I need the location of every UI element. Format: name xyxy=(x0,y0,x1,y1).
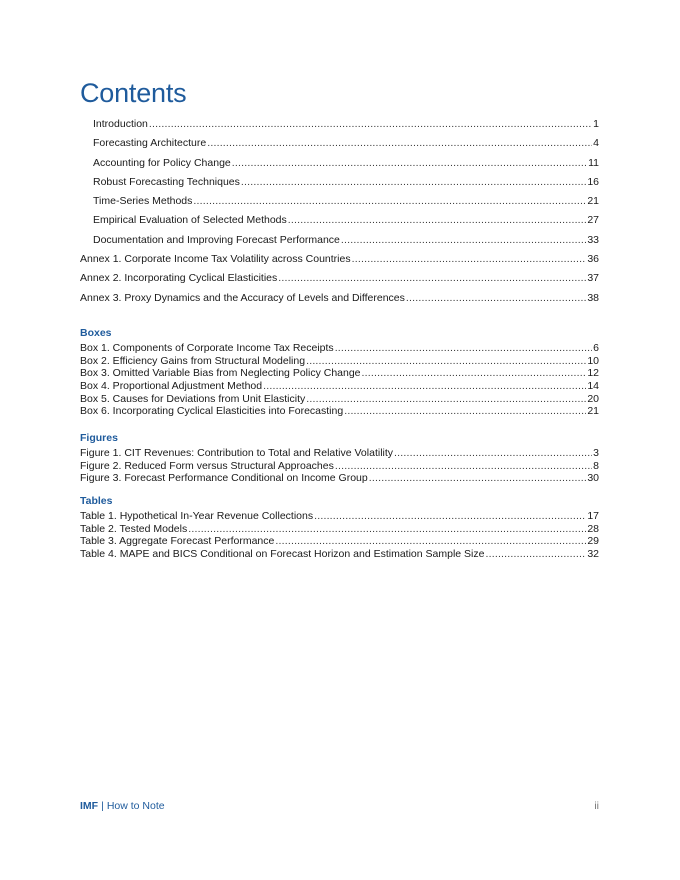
tables-section xyxy=(80,495,599,561)
toc-entry-annex-1[interactable] xyxy=(80,253,599,272)
list-item[interactable] xyxy=(80,380,599,393)
figures-heading: Figures xyxy=(80,432,118,444)
dot-leader xyxy=(278,272,586,285)
imf-logo: IMF xyxy=(80,800,99,812)
toc-entry-page: 4 xyxy=(593,137,599,150)
toc-entry-label: Introduction xyxy=(93,118,148,130)
list-item-label: Table 1. Hypothetical In-Year Revenue Collections xyxy=(80,510,314,522)
dot-leader xyxy=(335,342,592,355)
toc-entry-introduction[interactable] xyxy=(80,118,599,137)
toc-entry-label: Annex 1. Corporate Income Tax Volatility across Countries xyxy=(80,253,351,266)
list-item-label: Box 3. Omitted Variable Bias from Neglecting Policy Change xyxy=(80,367,361,380)
dot-leader xyxy=(485,548,586,561)
footer-doc-type: How to Note xyxy=(106,800,165,812)
footer-brand xyxy=(80,800,165,812)
boxes-section xyxy=(80,327,599,418)
dot-leader xyxy=(362,367,587,380)
list-item-page: 17 xyxy=(587,510,599,522)
footer-page-number: ii xyxy=(594,800,599,812)
dot-leader xyxy=(335,460,592,473)
list-item-label: Table 4. MAPE and BICS Conditional on Forecast Horizon and Estimation Sample Size xyxy=(80,548,485,561)
dot-leader xyxy=(314,510,586,523)
dot-leader xyxy=(193,195,586,208)
dot-leader xyxy=(232,157,587,170)
list-item-label: Table 2. Tested Models xyxy=(80,522,188,535)
list-item[interactable] xyxy=(80,367,599,380)
toc-entry-page: 1 xyxy=(593,118,599,130)
list-item-page: 30 xyxy=(587,472,599,485)
toc-entry-empirical-evaluation[interactable] xyxy=(80,214,599,233)
dot-leader xyxy=(406,292,586,305)
list-item[interactable] xyxy=(80,523,599,536)
toc-entry-page: 21 xyxy=(587,195,599,208)
list-item-page: 21 xyxy=(587,405,599,418)
page-title: Contents xyxy=(80,78,187,108)
list-item-page: 12 xyxy=(587,367,599,380)
dot-leader xyxy=(306,355,586,368)
toc-entry-forecasting-architecture[interactable] xyxy=(80,137,599,156)
list-item-label: Box 5. Causes for Deviations from Unit Elasticity xyxy=(80,392,306,405)
list-item[interactable] xyxy=(80,472,599,485)
dot-leader xyxy=(344,405,586,418)
toc-entry-label: Robust Forecasting Techniques xyxy=(93,175,240,188)
dot-leader xyxy=(394,447,592,460)
dot-leader xyxy=(263,380,586,393)
list-item[interactable] xyxy=(80,405,599,418)
list-item[interactable] xyxy=(80,342,599,355)
toc-entry-robust-techniques[interactable] xyxy=(80,176,599,195)
list-item-label: Box 2. Efficiency Gains from Structural Modeling xyxy=(80,354,306,367)
page-footer xyxy=(80,800,599,812)
list-item-label: Box 6. Incorporating Cyclical Elasticities into Forecasting xyxy=(80,405,344,418)
list-item-page: 32 xyxy=(587,548,599,561)
list-item[interactable] xyxy=(80,510,599,523)
dot-leader xyxy=(241,176,586,189)
toc-entry-page: 37 xyxy=(587,272,599,285)
tables-heading: Tables xyxy=(80,495,113,507)
list-item-page: 3 xyxy=(593,447,599,459)
footer-separator: | xyxy=(101,800,104,812)
main-toc xyxy=(80,118,599,311)
toc-entry-time-series[interactable] xyxy=(80,195,599,214)
list-item[interactable] xyxy=(80,460,599,473)
boxes-heading: Boxes xyxy=(80,327,112,339)
dot-leader xyxy=(149,118,592,131)
list-item-label: Box 1. Components of Corporate Income Tax Receipts xyxy=(80,342,334,354)
toc-entry-annex-2[interactable] xyxy=(80,272,599,291)
list-item-label: Figure 2. Reduced Form versus Structural Approaches xyxy=(80,459,334,472)
list-item[interactable] xyxy=(80,535,599,548)
toc-entry-page: 11 xyxy=(588,156,599,169)
toc-entry-label: Accounting for Policy Change xyxy=(93,156,231,169)
list-item-page: 28 xyxy=(587,522,599,535)
dot-leader xyxy=(306,393,586,406)
toc-entry-page: 38 xyxy=(587,291,599,304)
list-item[interactable] xyxy=(80,355,599,368)
toc-entry-label: Annex 2. Incorporating Cyclical Elasticities xyxy=(80,272,278,285)
list-item-page: 10 xyxy=(587,354,599,367)
dot-leader xyxy=(369,472,587,485)
list-item-page: 8 xyxy=(593,459,599,472)
list-item-label: Box 4. Proportional Adjustment Method xyxy=(80,380,263,393)
toc-entry-annex-3[interactable] xyxy=(80,292,599,311)
list-item-label: Figure 1. CIT Revenues: Contribution to Total and Relative Volatility xyxy=(80,447,394,459)
toc-entry-page: 36 xyxy=(587,253,599,266)
list-item-label: Table 3. Aggregate Forecast Performance xyxy=(80,535,275,548)
list-item-page: 6 xyxy=(593,342,599,354)
list-item[interactable] xyxy=(80,393,599,406)
toc-entry-label: Forecasting Architecture xyxy=(93,137,207,150)
dot-leader xyxy=(352,253,587,266)
toc-entry-label: Documentation and Improving Forecast Performance xyxy=(93,233,340,246)
toc-entry-page: 16 xyxy=(587,175,599,188)
dot-leader xyxy=(207,137,592,150)
toc-entry-label: Annex 3. Proxy Dynamics and the Accuracy of Levels and Differences xyxy=(80,291,405,304)
list-item[interactable] xyxy=(80,548,599,561)
dot-leader xyxy=(341,234,586,247)
dot-leader xyxy=(188,523,586,536)
list-item-page: 29 xyxy=(587,535,599,548)
toc-entry-policy-change[interactable] xyxy=(80,157,599,176)
list-item-label: Figure 3. Forecast Performance Conditional on Income Group xyxy=(80,472,368,485)
list-item-page: 20 xyxy=(587,392,599,405)
toc-entry-page: 27 xyxy=(587,214,599,227)
list-item-page: 14 xyxy=(587,380,599,393)
toc-entry-documentation[interactable] xyxy=(80,234,599,253)
toc-entry-label: Time-Series Methods xyxy=(93,195,193,208)
dot-leader xyxy=(288,214,587,227)
dot-leader xyxy=(275,535,586,548)
list-item[interactable] xyxy=(80,447,599,460)
toc-entry-label: Empirical Evaluation of Selected Methods xyxy=(93,214,287,227)
toc-entry-page: 33 xyxy=(587,233,599,246)
figures-section xyxy=(80,432,599,485)
